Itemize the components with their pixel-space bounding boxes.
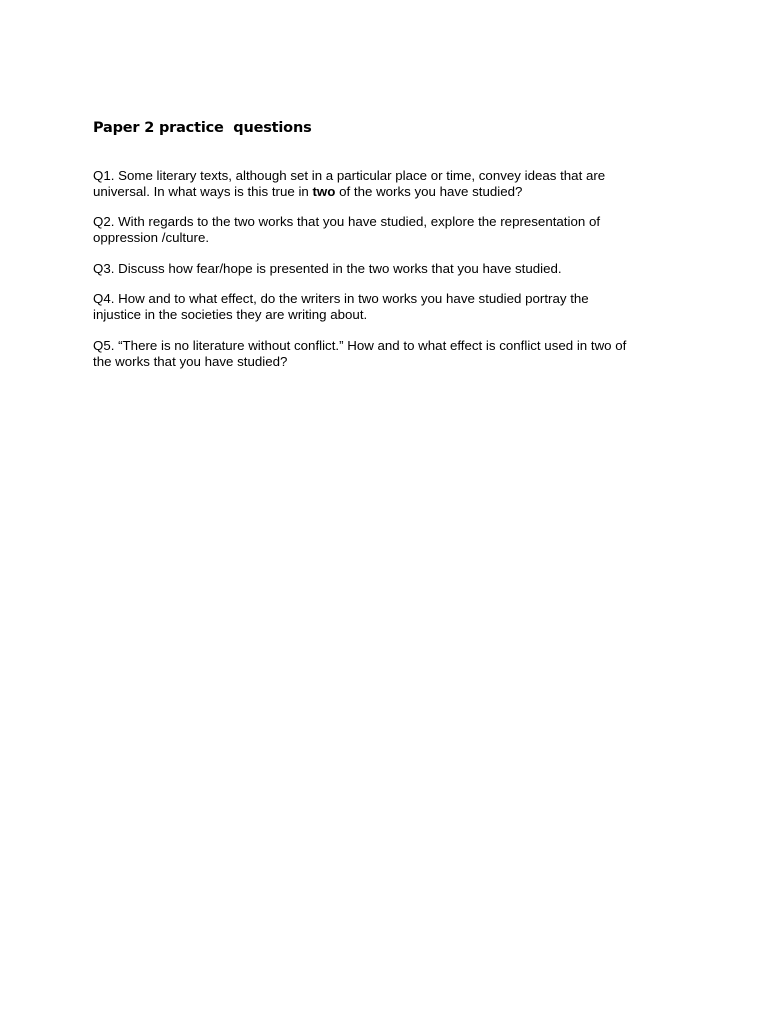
- question-line: oppression /culture.: [93, 229, 210, 245]
- question-line: the works that you have studied?: [93, 353, 288, 369]
- question-item: [93, 291, 693, 322]
- question-line: [93, 184, 693, 200]
- question-line: Q2. With regards to the two works that you have studied, explore the representation of: [93, 214, 601, 229]
- emphasis-text: two: [312, 183, 336, 199]
- question-item: [93, 214, 693, 245]
- page-title: Paper 2 practice questions: [93, 120, 312, 136]
- question-line: Q5. “There is no literature without conflict.” How and to what effect is conflict used in two of: [93, 338, 627, 353]
- question-line: Q3. Discuss how fear/hope is presented in the two works that you have studied.: [93, 261, 562, 276]
- question-item: [93, 338, 693, 369]
- question-line: Q1. Some literary texts, although set in a particular place or time, convey ideas that are: [93, 168, 606, 183]
- question-text: universal. In what ways is this true in: [93, 183, 313, 199]
- question-item: [93, 261, 693, 277]
- question-line: injustice in the societies they are writing about.: [93, 306, 368, 322]
- question-item: [93, 168, 693, 199]
- question-line: Q4. How and to what effect, do the writers in two works you have studied portray the: [93, 291, 589, 306]
- question-text: of the works you have studied?: [335, 183, 523, 199]
